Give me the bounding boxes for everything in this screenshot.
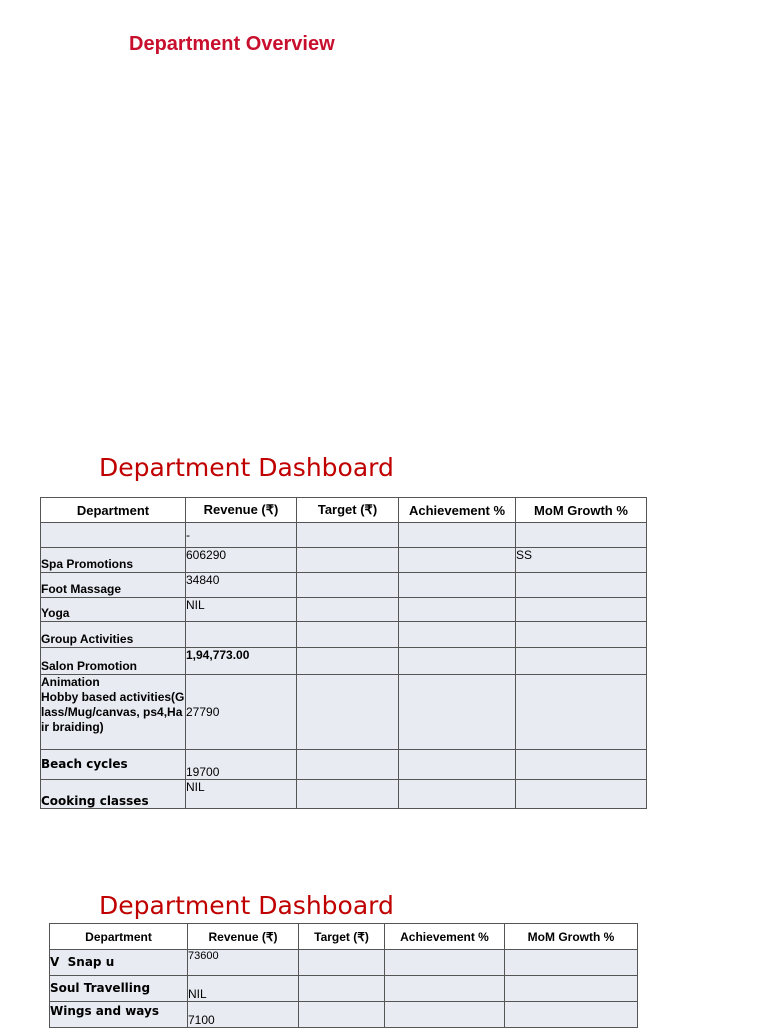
header-target: Target (₹): [297, 498, 399, 523]
cell-target: [297, 622, 399, 648]
cell-department: Cooking classes: [41, 780, 186, 809]
cell-achievement: [399, 598, 516, 622]
cell-revenue: 1,94,773.00: [186, 648, 297, 675]
cell-department: Spa Promotions: [41, 548, 186, 573]
header-mom-growth: MoM Growth %: [516, 498, 647, 523]
cell-department: Foot Massage: [41, 573, 186, 598]
header-department: Department: [50, 924, 188, 950]
cell-target: [297, 548, 399, 573]
dashboard-table: [49, 923, 638, 1028]
table-row: [50, 950, 638, 976]
dashboard-table: [40, 497, 647, 809]
dashboard-title: Department Dashboard: [99, 891, 394, 920]
cell-department: Yoga: [41, 598, 186, 622]
cell-achievement: [399, 780, 516, 809]
table-row: [41, 548, 647, 573]
table-row: [41, 598, 647, 622]
cell-revenue: 606290: [186, 548, 297, 573]
table-row: [50, 976, 638, 1002]
cell-revenue: 7100: [188, 1002, 299, 1028]
cell-growth: SS: [516, 548, 647, 573]
cell-target: [297, 750, 399, 780]
cell-achievement: [399, 523, 516, 548]
cell-department: Soul Travelling: [50, 976, 188, 1002]
table-row: [41, 523, 647, 548]
cell-growth: [516, 750, 647, 780]
header-achievement: Achievement %: [385, 924, 505, 950]
overview-title: Department Overview: [129, 33, 335, 55]
cell-achievement: [385, 950, 505, 976]
table-row: [41, 780, 647, 809]
cell-revenue: NIL: [186, 598, 297, 622]
cell-department: Salon Promotion: [41, 648, 186, 675]
cell-revenue: 73600: [188, 950, 299, 976]
header-mom-growth: MoM Growth %: [505, 924, 638, 950]
cell-achievement: [399, 573, 516, 598]
cell-department: Group Activities: [41, 622, 186, 648]
cell-revenue: 19700: [186, 750, 297, 780]
cell-growth: [505, 976, 638, 1002]
table-header-row: [50, 924, 638, 950]
header-revenue: Revenue (₹): [186, 498, 297, 523]
cell-target: [297, 573, 399, 598]
header-achievement: Achievement %: [399, 498, 516, 523]
cell-department: Animation Hobby based activities(Glass/Mug/canvas, ps4,Hair braiding): [41, 675, 186, 750]
cell-growth: [505, 950, 638, 976]
cell-target: [297, 780, 399, 809]
cell-department: V Snap u: [50, 950, 188, 976]
cell-target: [297, 598, 399, 622]
header-department: Department: [41, 498, 186, 523]
cell-revenue: -: [186, 523, 297, 548]
cell-achievement: [399, 622, 516, 648]
cell-growth: [516, 780, 647, 809]
cell-revenue: NIL: [188, 976, 299, 1002]
cell-revenue: 34840: [186, 573, 297, 598]
table-row: [41, 622, 647, 648]
cell-growth: [516, 523, 647, 548]
cell-department: [41, 523, 186, 548]
header-target: Target (₹): [299, 924, 385, 950]
cell-revenue: NIL: [186, 780, 297, 809]
cell-growth: [516, 622, 647, 648]
cell-achievement: [399, 548, 516, 573]
table-row: [41, 573, 647, 598]
cell-revenue: 27790: [186, 675, 297, 750]
table-row: [41, 750, 647, 780]
cell-achievement: [399, 675, 516, 750]
cell-achievement: [385, 976, 505, 1002]
header-revenue: Revenue (₹): [188, 924, 299, 950]
dashboard-title: Department Dashboard: [99, 453, 394, 482]
cell-target: [297, 648, 399, 675]
cell-growth: [516, 573, 647, 598]
cell-achievement: [399, 750, 516, 780]
table-header-row: [41, 498, 647, 523]
cell-growth: [516, 598, 647, 622]
table-row: [41, 648, 647, 675]
cell-target: [297, 675, 399, 750]
cell-department: Beach cycles: [41, 750, 186, 780]
cell-target: [297, 523, 399, 548]
cell-revenue: [186, 622, 297, 648]
table-row: [41, 675, 647, 750]
cell-department: Wings and ways: [50, 1002, 188, 1028]
cell-growth: [516, 675, 647, 750]
cell-growth: [516, 648, 647, 675]
cell-target: [299, 976, 385, 1002]
cell-achievement: [399, 648, 516, 675]
cell-target: [299, 950, 385, 976]
